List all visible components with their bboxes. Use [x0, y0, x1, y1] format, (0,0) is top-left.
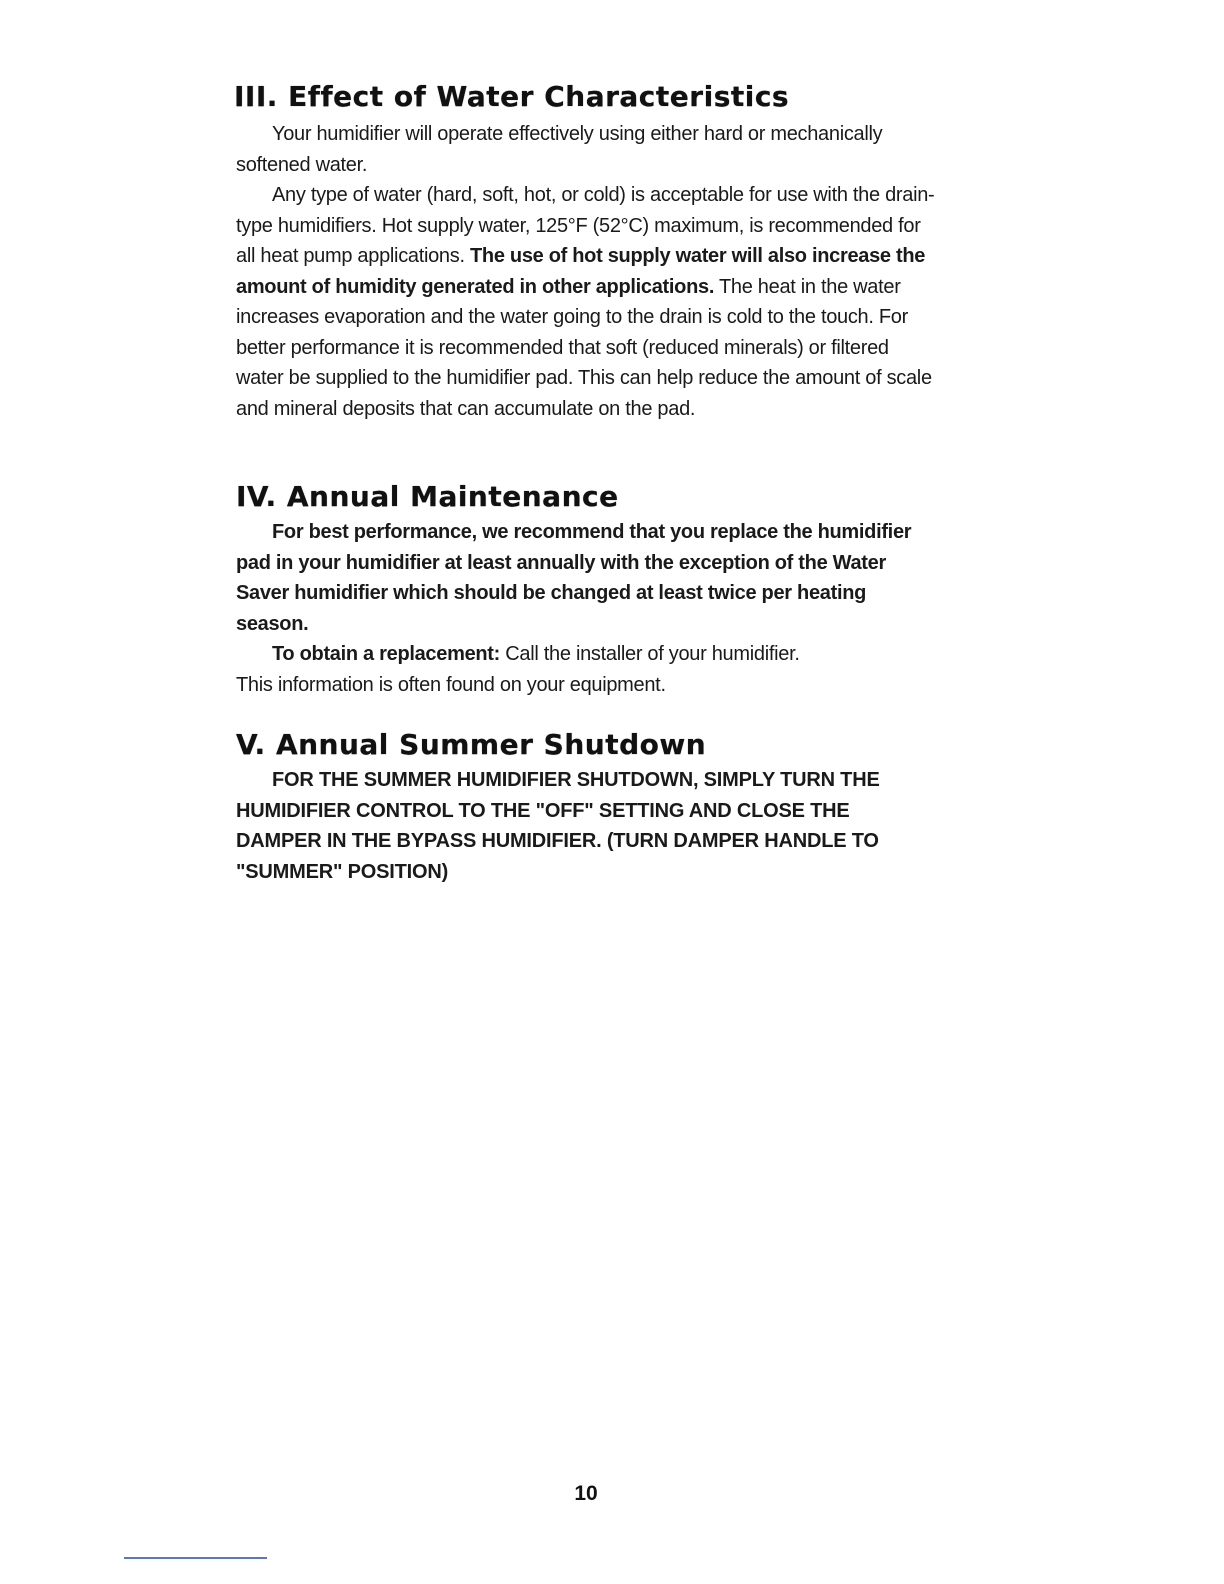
paragraph-text: Any type of water (hard, soft, hot, or cold) is acceptable for use with the drain-type humidifiers. Hot supply water, 125°F (52°C) maximum, is recommended for all heat pump applications. — [236, 184, 935, 267]
section-summer-shutdown — [236, 728, 936, 887]
page-content — [234, 80, 936, 883]
paragraph: Your humidifier will operate effectively using either hard or mechanically softened water. — [236, 123, 883, 176]
section-body — [236, 517, 936, 700]
paragraph — [236, 517, 936, 639]
section-water-characteristics — [236, 80, 936, 424]
paragraph — [236, 639, 936, 670]
section-annual-maintenance — [236, 480, 936, 700]
section-heading: IV. Annual Maintenance — [236, 480, 619, 513]
paragraph-text: Call the installer of your humidifier. — [500, 643, 800, 665]
paragraph: This information is often found on your equipment. — [236, 673, 666, 696]
paragraph — [236, 180, 936, 424]
section-heading: V. Annual Summer Shutdown — [236, 728, 707, 761]
emphasis-text: For best performance, we recommend that you replace the humidifier pad in your humidifier at least annually with the exception of the Water Saver humidifier which should be changed at least twice per heating season. — [236, 521, 912, 635]
emphasis-text: The use of hot supply water will also increase the amount of humidity generated in other applications. — [236, 245, 926, 298]
paragraph: FOR THE SUMMER HUMIDIFIER SHUTDOWN, SIMPLY TURN THE HUMIDIFIER CONTROL TO THE "OFF" SETTING AND CLOSE THE DAMPER IN THE BYPASS HUMIDIFIER. (TURN DAMPER HANDLE TO "SUMMER" POSITION) — [236, 769, 880, 883]
section-body — [236, 765, 936, 887]
page-number: 10 — [574, 1482, 598, 1505]
paragraph-text: The heat in the water increases evaporation and the water going to the drain is cold to the touch. For better performance it is recommended that soft (reduced minerals) or filtered water be supplied to the humidifier pad. This can help reduce the amount of scale and mineral deposits that can accumulate on the pad. — [236, 275, 932, 420]
footer-rule — [124, 1557, 267, 1559]
emphasis-text: To obtain a replacement: — [272, 643, 501, 665]
section-body — [236, 119, 936, 424]
section-heading: III. Effect of Water Characteristics — [234, 80, 790, 113]
